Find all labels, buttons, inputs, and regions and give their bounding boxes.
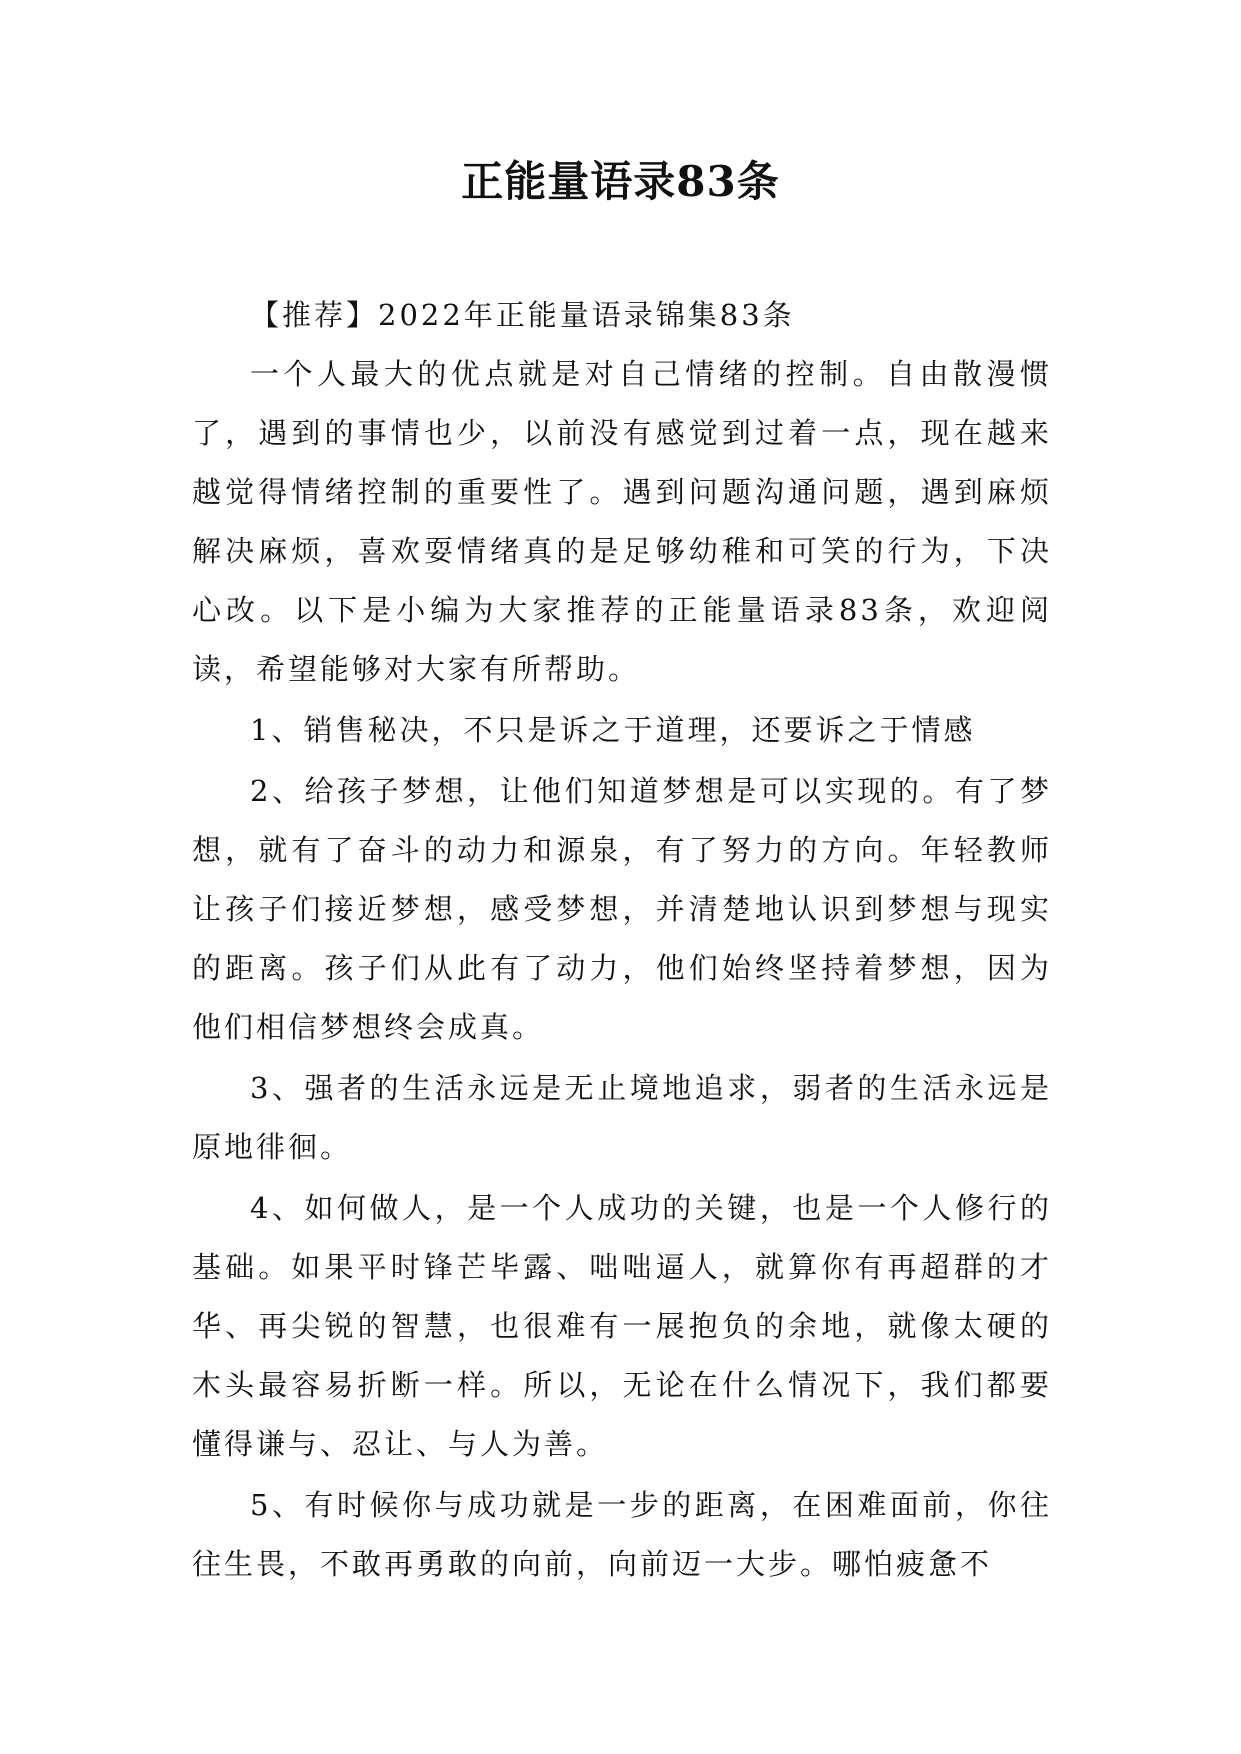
paragraph-item-3: 3、强者的生活永远是无止境地追求，弱者的生活永远是原地徘徊。	[192, 1071, 1052, 1164]
document-body	[192, 286, 1052, 1594]
paragraph-item-2: 2、给孩子梦想，让他们知道梦想是可以实现的。有了梦想，就有了奋斗的动力和源泉，有了努力的方向。年轻教师让孩子们接近梦想，感受梦想，并清楚地认识到梦想与现实的距离。孩子们从此有了动力，他们始终坚持着梦想，因为他们相信梦想终会成真。	[192, 774, 1052, 1044]
paragraph-item-1: 1、销售秘决，不只是诉之于道理，还要诉之于情感	[250, 713, 976, 747]
paragraph-item-5: 5、有时候你与成功就是一步的距离，在困难面前，你往往生畏，不敢再勇敢的向前，向前迈一大步。哪怕疲惫不	[192, 1488, 1052, 1581]
paragraph-recommend: 【推荐】2022年正能量语录锦集83条	[250, 298, 795, 332]
paragraph-item-4: 4、如何做人，是一个人成功的关键，也是一个人修行的基础。如果平时锋芒毕露、咄咄逼人，就算你有再超群的才华、再尖锐的智慧，也很难有一展抱负的余地，就像太硬的木头最容易折断一样。所以，无论在什么情况下，我们都要懂得谦与、忍让、与人为善。	[192, 1191, 1052, 1461]
paragraph-intro: 一个人最大的优点就是对自己情绪的控制。自由散漫惯了，遇到的事情也少，以前没有感觉到过着一点，现在越来越觉得情绪控制的重要性了。遇到问题沟通问题，遇到麻烦解决麻烦，喜欢耍情绪真的是足够幼稚和可笑的行为，下决心改。以下是小编为大家推荐的正能量语录83条，欢迎阅读，希望能够对大家有所帮助。	[192, 357, 1052, 686]
document-title: 正能量语录83条	[461, 157, 780, 206]
